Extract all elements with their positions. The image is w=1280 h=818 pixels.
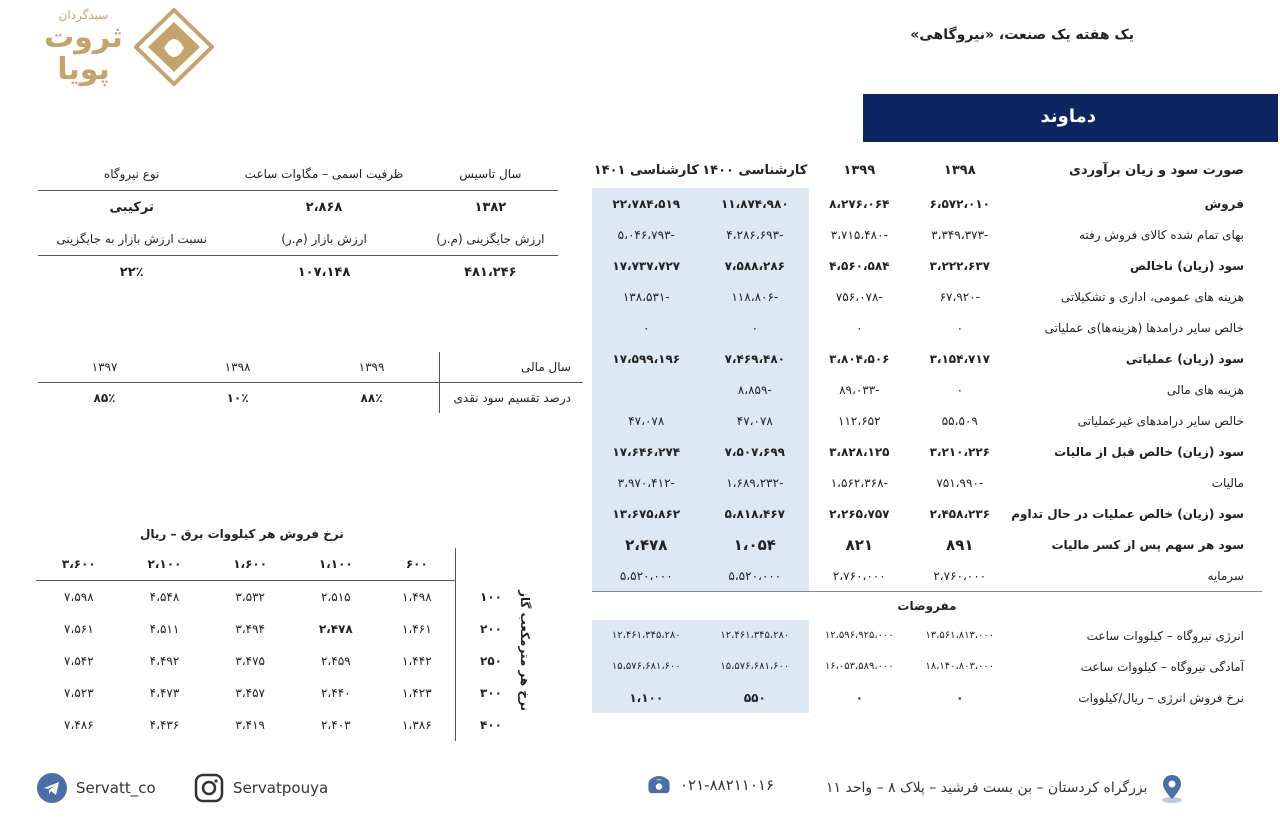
info-header: ارزش بازار (م.ر) bbox=[225, 223, 422, 256]
info-value: ۲،۸۶۸ bbox=[305, 199, 343, 215]
cell: ۴،۴۷۳ bbox=[149, 686, 180, 700]
info-value: ۲۲٪ bbox=[119, 264, 144, 280]
row-header: ۳۰۰ bbox=[456, 677, 527, 709]
plant-info-table bbox=[38, 158, 558, 288]
row-label: انرژی نیروگاه – کیلووات ساعت bbox=[1086, 628, 1244, 643]
table-row bbox=[36, 709, 526, 741]
column-header: ۲،۱۰۰ bbox=[122, 548, 208, 581]
cell: ۸۲۱ bbox=[845, 535, 874, 554]
cell: ۱۶،۰۵۳،۵۸۹،۰۰۰ bbox=[824, 661, 894, 672]
cell: ۷،۵۹۸ bbox=[64, 590, 94, 604]
cell: ۳،۵۳۲ bbox=[235, 590, 265, 604]
table-row bbox=[36, 613, 526, 645]
cell: ۰ bbox=[956, 320, 964, 335]
cell: ۲۲،۷۸۴،۵۱۹ bbox=[592, 188, 701, 219]
table-row bbox=[592, 219, 1262, 250]
cell: ۱۳،۶۷۵،۸۶۲ bbox=[592, 498, 701, 529]
cell: ۴،۵۴۸ bbox=[149, 590, 180, 604]
company-logo bbox=[36, 8, 186, 88]
row-label: سرمایه bbox=[1207, 568, 1244, 583]
table-row bbox=[592, 620, 1262, 651]
table-row bbox=[38, 383, 583, 414]
telegram-icon bbox=[36, 772, 68, 804]
column-header: کارشناسی ۱۴۰۱ bbox=[593, 162, 699, 178]
table-row bbox=[592, 467, 1262, 498]
cell: ۰ bbox=[701, 312, 810, 343]
cell: ۷،۴۶۹،۴۸۰ bbox=[701, 343, 810, 374]
row-label: مالیات bbox=[1211, 475, 1244, 490]
cell: ۱،۴۹۸ bbox=[401, 590, 432, 604]
cell: ۳،۸۰۴،۵۰۶ bbox=[829, 351, 890, 366]
cell: -۱۱۸،۸۰۶ bbox=[701, 281, 810, 312]
column-header: ۱۳۹۸ bbox=[943, 162, 976, 178]
pct-cell: ۱۰٪ bbox=[226, 391, 249, 405]
table-row bbox=[38, 352, 583, 383]
cell: ۳،۲۱۰،۲۲۶ bbox=[929, 444, 990, 459]
row-label: خالص سایر درامدهای غیرعملیاتی bbox=[1077, 413, 1244, 428]
cell: -۱،۵۶۲،۳۶۸ bbox=[830, 475, 888, 490]
cell bbox=[592, 374, 701, 405]
logo-small-text: سبدگردان bbox=[58, 8, 109, 22]
pct-cell: ۸۵٪ bbox=[93, 391, 116, 405]
cell: ۱،۰۵۴ bbox=[701, 529, 810, 560]
cell: ۵،۸۱۸،۴۶۷ bbox=[701, 498, 810, 529]
table-row bbox=[592, 374, 1262, 405]
column-header: ۶۰۰ bbox=[379, 548, 456, 581]
row-label: سود (زیان) خالص قبل از مالیات bbox=[1054, 444, 1244, 459]
cell: ۳،۱۵۴،۷۱۷ bbox=[929, 351, 990, 366]
cell: ۱۲،۵۹۶،۹۲۵،۰۰۰ bbox=[824, 630, 894, 641]
cell: ۵،۵۲۰،۰۰۰ bbox=[592, 560, 701, 591]
sensitivity-title: نرخ فروش هر کیلووات برق – ریال bbox=[140, 527, 344, 541]
table-row bbox=[592, 529, 1262, 560]
row-label: خالص سایر درامدها (هزینه‌ها)ی عملیاتی bbox=[1044, 320, 1244, 335]
cell: ۲،۴۰۳ bbox=[320, 718, 351, 732]
phone-contact bbox=[646, 772, 774, 798]
row-label: آمادگی نیروگاه – کیلووات ساعت bbox=[1080, 659, 1244, 674]
cell: ۰ bbox=[855, 690, 863, 705]
column-header: ۱،۶۰۰ bbox=[207, 548, 293, 581]
corner-cell bbox=[456, 548, 527, 581]
column-header: صورت سود و زیان برآوردی bbox=[1069, 162, 1244, 178]
cell: ۳،۴۷۵ bbox=[235, 654, 265, 668]
cell: ۱۲،۴۶۱،۳۴۵،۲۸۰ bbox=[701, 620, 810, 651]
cell: ۵۵۰ bbox=[701, 682, 810, 713]
table-row bbox=[592, 281, 1262, 312]
table-row bbox=[38, 256, 558, 289]
cell: ۴،۵۱۱ bbox=[149, 622, 180, 636]
cell: -۷۵۶،۰۷۸ bbox=[835, 289, 883, 304]
info-value: ۴۸۱،۲۴۶ bbox=[464, 264, 517, 280]
cell: -۵،۰۴۶،۷۹۳ bbox=[592, 219, 701, 250]
cell: ۶،۵۷۲،۰۱۰ bbox=[929, 196, 990, 211]
row-header: ۱۰۰ bbox=[456, 581, 527, 614]
cell: -۳،۹۷۰،۴۱۲ bbox=[592, 467, 701, 498]
row-label: فروش bbox=[1204, 196, 1244, 211]
cell: ۷،۴۸۶ bbox=[64, 718, 94, 732]
cell: ۴۷،۰۷۸ bbox=[592, 405, 701, 436]
cell: ۲،۵۱۵ bbox=[320, 590, 351, 604]
cell: ۱۷،۵۹۹،۱۹۶ bbox=[592, 343, 701, 374]
table-row bbox=[592, 682, 1262, 713]
info-header: نوع نیروگاه bbox=[38, 158, 225, 191]
cell: -۶۷،۹۲۰ bbox=[939, 289, 981, 304]
cell: ۱،۱۰۰ bbox=[592, 682, 701, 713]
cell: ۱۵،۵۷۶،۶۸۱،۶۰۰ bbox=[701, 651, 810, 682]
year-cell: ۱۳۹۸ bbox=[171, 352, 304, 383]
row-label: سال مالی bbox=[440, 352, 584, 383]
sensitivity-side-label: نرخ هر مترمکعب گاز bbox=[518, 590, 532, 712]
cell: ۸،۲۷۶،۰۶۴ bbox=[829, 196, 890, 211]
phone-number: ۰۲۱-۸۸۲۱۱۰۱۶ bbox=[680, 776, 775, 794]
table-row bbox=[592, 560, 1262, 591]
row-label: سود (زیان) خالص عملیات در حال تداوم bbox=[1011, 506, 1244, 521]
cell: ۵۵،۵۰۹ bbox=[941, 413, 978, 428]
cell: ۳،۲۲۲،۶۳۷ bbox=[929, 258, 990, 273]
row-label: درصد تقسیم سود نقدی bbox=[440, 383, 584, 414]
section-header-row bbox=[592, 592, 1262, 620]
table-row bbox=[592, 498, 1262, 529]
page-title: یک هفته یک صنعت، «نیروگاهی» bbox=[910, 27, 1134, 43]
table-row bbox=[592, 436, 1262, 467]
logo-big-text: ثروت پویا bbox=[44, 20, 123, 87]
cell: ۸۹۱ bbox=[946, 535, 974, 554]
income-statement-table bbox=[592, 152, 1262, 713]
assumptions-title: مفروضات bbox=[592, 592, 1262, 620]
info-header: سال تاسیس bbox=[423, 158, 558, 191]
cell: ۱۳،۵۶۱،۸۱۳،۰۰۰ bbox=[925, 630, 995, 641]
table-row bbox=[592, 188, 1262, 219]
column-header: ۱۳۹۹ bbox=[843, 162, 876, 178]
info-header: نسبت ارزش بازار به جایگزینی bbox=[38, 223, 225, 256]
table-header-row bbox=[592, 152, 1262, 188]
cell: ۵،۵۲۰،۰۰۰ bbox=[701, 560, 810, 591]
row-header: ۲۰۰ bbox=[456, 613, 527, 645]
cell: ۱،۴۴۲ bbox=[401, 654, 432, 668]
phone-icon bbox=[646, 772, 672, 798]
row-label: سود هر سهم پس از کسر مالیات bbox=[1051, 537, 1244, 552]
cell: -۸،۸۵۹ bbox=[701, 374, 810, 405]
telegram-link[interactable] bbox=[36, 772, 156, 804]
cell: ۱،۴۶۱ bbox=[401, 622, 432, 636]
cell: ۳،۴۱۹ bbox=[235, 718, 265, 732]
cell: ۰ bbox=[592, 312, 701, 343]
cell: ۲،۴۵۹ bbox=[320, 654, 351, 668]
info-value: ۱۰۷،۱۴۸ bbox=[297, 264, 351, 280]
row-header: ۲۵۰ bbox=[456, 645, 527, 677]
telegram-handle: Servatt_co bbox=[76, 779, 156, 797]
cell: ۴۷،۰۷۸ bbox=[701, 405, 810, 436]
cell: ۴،۴۳۶ bbox=[149, 718, 180, 732]
cell: ۷،۵۸۸،۲۸۶ bbox=[701, 250, 810, 281]
cell: ۲،۴۷۸ bbox=[592, 529, 701, 560]
info-header: ظرفیت اسمی – مگاوات ساعت bbox=[225, 158, 422, 191]
pct-cell: ۸۸٪ bbox=[360, 391, 383, 405]
logo-diamond-icon bbox=[134, 8, 214, 86]
year-cell: ۱۳۹۷ bbox=[38, 352, 171, 383]
cell: ۷،۵۶۱ bbox=[64, 622, 94, 636]
info-value: ۱۳۸۲ bbox=[474, 199, 507, 215]
cell: -۸۹،۰۳۳ bbox=[839, 382, 880, 397]
cell: ۲،۲۶۵،۷۵۷ bbox=[829, 506, 890, 521]
instagram-icon bbox=[193, 772, 225, 804]
column-header: کارشناسی ۱۴۰۰ bbox=[702, 162, 808, 178]
table-row bbox=[38, 191, 558, 224]
table-row bbox=[592, 250, 1262, 281]
cell: ۰ bbox=[856, 320, 863, 335]
cell: ۱۵،۵۷۶،۶۸۱،۶۰۰ bbox=[592, 651, 701, 682]
row-label: سود (زیان) ناخالص bbox=[1129, 258, 1244, 273]
cell: ۷،۵۰۷،۶۹۹ bbox=[701, 436, 810, 467]
row-label: هزینه های مالی bbox=[1166, 382, 1244, 397]
cell: -۱۳۸،۵۳۱ bbox=[592, 281, 701, 312]
cell: -۳،۳۴۹،۳۷۳ bbox=[931, 227, 989, 242]
cell: ۳،۸۲۸،۱۲۵ bbox=[829, 444, 890, 459]
table-row bbox=[592, 651, 1262, 682]
cell: ۱۲،۴۶۱،۳۴۵،۲۸۰ bbox=[592, 620, 701, 651]
year-cell: ۱۳۹۹ bbox=[304, 352, 439, 383]
table-row bbox=[38, 158, 558, 191]
address-text: بزرگراه کردستان – بن بست فرشید – پلاک ۸ – واحد ۱۱ bbox=[826, 780, 1148, 796]
row-label: سود (زیان) عملیاتی bbox=[1125, 351, 1244, 366]
table-row bbox=[592, 343, 1262, 374]
row-label: بهای تمام شده کالای فروش رفته bbox=[1079, 227, 1244, 242]
table-row bbox=[592, 312, 1262, 343]
cell: ۱۱۲،۶۵۲ bbox=[838, 413, 881, 428]
cell: ۳،۴۵۷ bbox=[235, 686, 265, 700]
row-label: نرخ فروش انرژی – ریال/کیلووات bbox=[1078, 690, 1244, 705]
row-header: ۴۰۰ bbox=[456, 709, 527, 741]
address-contact bbox=[826, 772, 1188, 804]
sensitivity-table bbox=[36, 548, 526, 741]
column-header: ۱،۱۰۰ bbox=[293, 548, 379, 581]
cell: ۷،۵۲۳ bbox=[64, 686, 94, 700]
cell: ۳،۴۹۴ bbox=[235, 622, 265, 636]
company-banner bbox=[863, 94, 1278, 142]
cell: ۱۱،۸۷۴،۹۸۰ bbox=[701, 188, 810, 219]
instagram-link[interactable] bbox=[193, 772, 328, 804]
cell: -۳،۷۱۵،۴۸۰ bbox=[830, 227, 888, 242]
cell: ۱۷،۷۳۷،۷۲۷ bbox=[592, 250, 701, 281]
info-header: ارزش جایگزینی (م.ر) bbox=[423, 223, 558, 256]
cell: ۱،۳۸۶ bbox=[401, 718, 432, 732]
table-row bbox=[38, 223, 558, 256]
cell: ۲،۷۶۰،۰۰۰ bbox=[832, 568, 886, 583]
dividend-payout-table bbox=[38, 352, 583, 413]
location-pin-icon bbox=[1156, 772, 1188, 804]
cell: ۰ bbox=[956, 690, 964, 705]
cell: -۷۵۱،۹۹۰ bbox=[936, 475, 984, 490]
table-row bbox=[36, 645, 526, 677]
cell: -۱،۶۸۹،۲۳۲ bbox=[701, 467, 810, 498]
company-name: دماوند bbox=[1040, 106, 1096, 127]
table-row bbox=[592, 405, 1262, 436]
highlighted-cell: ۲،۴۷۸ bbox=[318, 622, 353, 636]
column-header: ۳،۶۰۰ bbox=[36, 548, 122, 581]
cell: ۷،۵۴۲ bbox=[64, 654, 94, 668]
row-label: هزینه های عمومی، اداری و تشکیلاتی bbox=[1060, 289, 1244, 304]
table-row bbox=[36, 677, 526, 709]
cell: ۴،۵۶۰،۵۸۴ bbox=[829, 258, 890, 273]
cell: ۱،۴۲۳ bbox=[401, 686, 432, 700]
cell: ۱۸،۱۴۰،۸۰۳،۰۰۰ bbox=[925, 661, 995, 672]
info-value: ترکیبی bbox=[109, 199, 154, 215]
cell: -۴،۲۸۶،۶۹۳ bbox=[701, 219, 810, 250]
instagram-handle: Servatpouya bbox=[233, 779, 329, 797]
cell: ۲،۴۵۸،۲۳۶ bbox=[929, 506, 990, 521]
table-header-row bbox=[36, 548, 526, 581]
cell: ۴،۴۹۲ bbox=[149, 654, 180, 668]
cell: ۲،۷۶۰،۰۰۰ bbox=[933, 568, 987, 583]
table-row bbox=[36, 581, 526, 614]
cell: ۰ bbox=[956, 382, 964, 397]
cell: ۲،۴۴۰ bbox=[320, 686, 351, 700]
cell: ۱۷،۶۴۶،۲۷۴ bbox=[592, 436, 701, 467]
